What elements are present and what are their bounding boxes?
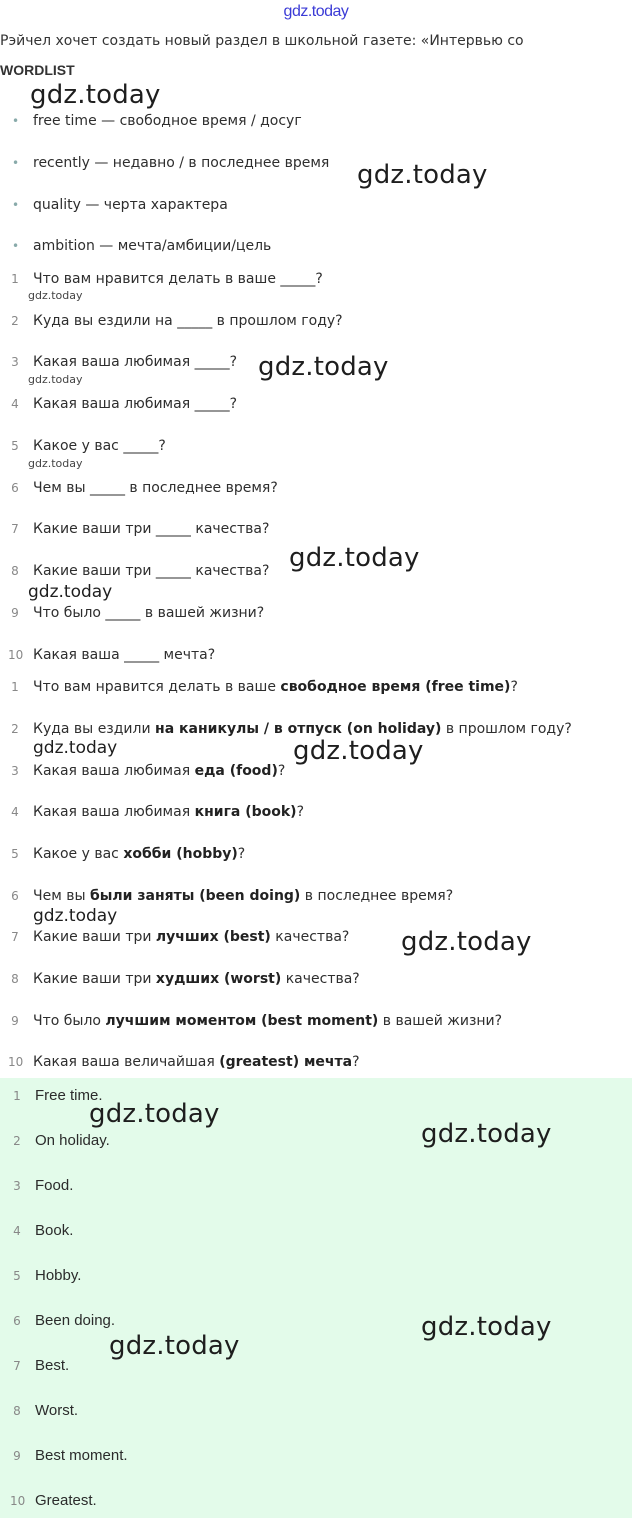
bullet-icon: • bbox=[12, 198, 20, 212]
site-logo[interactable]: gdz.today bbox=[283, 3, 349, 20]
watermark: gdz.today bbox=[33, 906, 118, 926]
watermark: gdz.today bbox=[28, 582, 113, 602]
watermark: gdz.today bbox=[293, 736, 424, 766]
watermark: gdz.today bbox=[421, 1119, 552, 1149]
intro-text: Рэйчел хочет создать новый раздел в школьной газете: «Интервью со bbox=[0, 33, 524, 49]
watermark: gdz.today bbox=[89, 1099, 220, 1129]
watermark: gdz.today bbox=[28, 457, 83, 470]
watermark: gdz.today bbox=[258, 352, 389, 382]
watermark: gdz.today bbox=[30, 80, 161, 110]
answers-panel: 1 Free time. 2 On holiday. 3 Food. 4 Book. 5 Hobby. 6 Been doing. 7 Best. 8 Worst. 9 Best moment. 10 Greatest. bbox=[0, 1078, 632, 1518]
bullet-icon: • bbox=[12, 239, 20, 253]
watermark: gdz.today bbox=[289, 543, 420, 573]
watermark: gdz.today bbox=[109, 1331, 240, 1361]
wordlist-heading: WORDLIST bbox=[0, 62, 75, 78]
watermark: gdz.today bbox=[357, 160, 488, 190]
watermark: gdz.today bbox=[401, 927, 532, 957]
bullet-icon: • bbox=[12, 114, 20, 128]
watermark: gdz.today bbox=[28, 289, 83, 302]
watermark: gdz.today bbox=[33, 738, 118, 758]
bullet-icon: • bbox=[12, 156, 20, 170]
watermark: gdz.today bbox=[421, 1312, 552, 1342]
watermark: gdz.today bbox=[28, 373, 83, 386]
